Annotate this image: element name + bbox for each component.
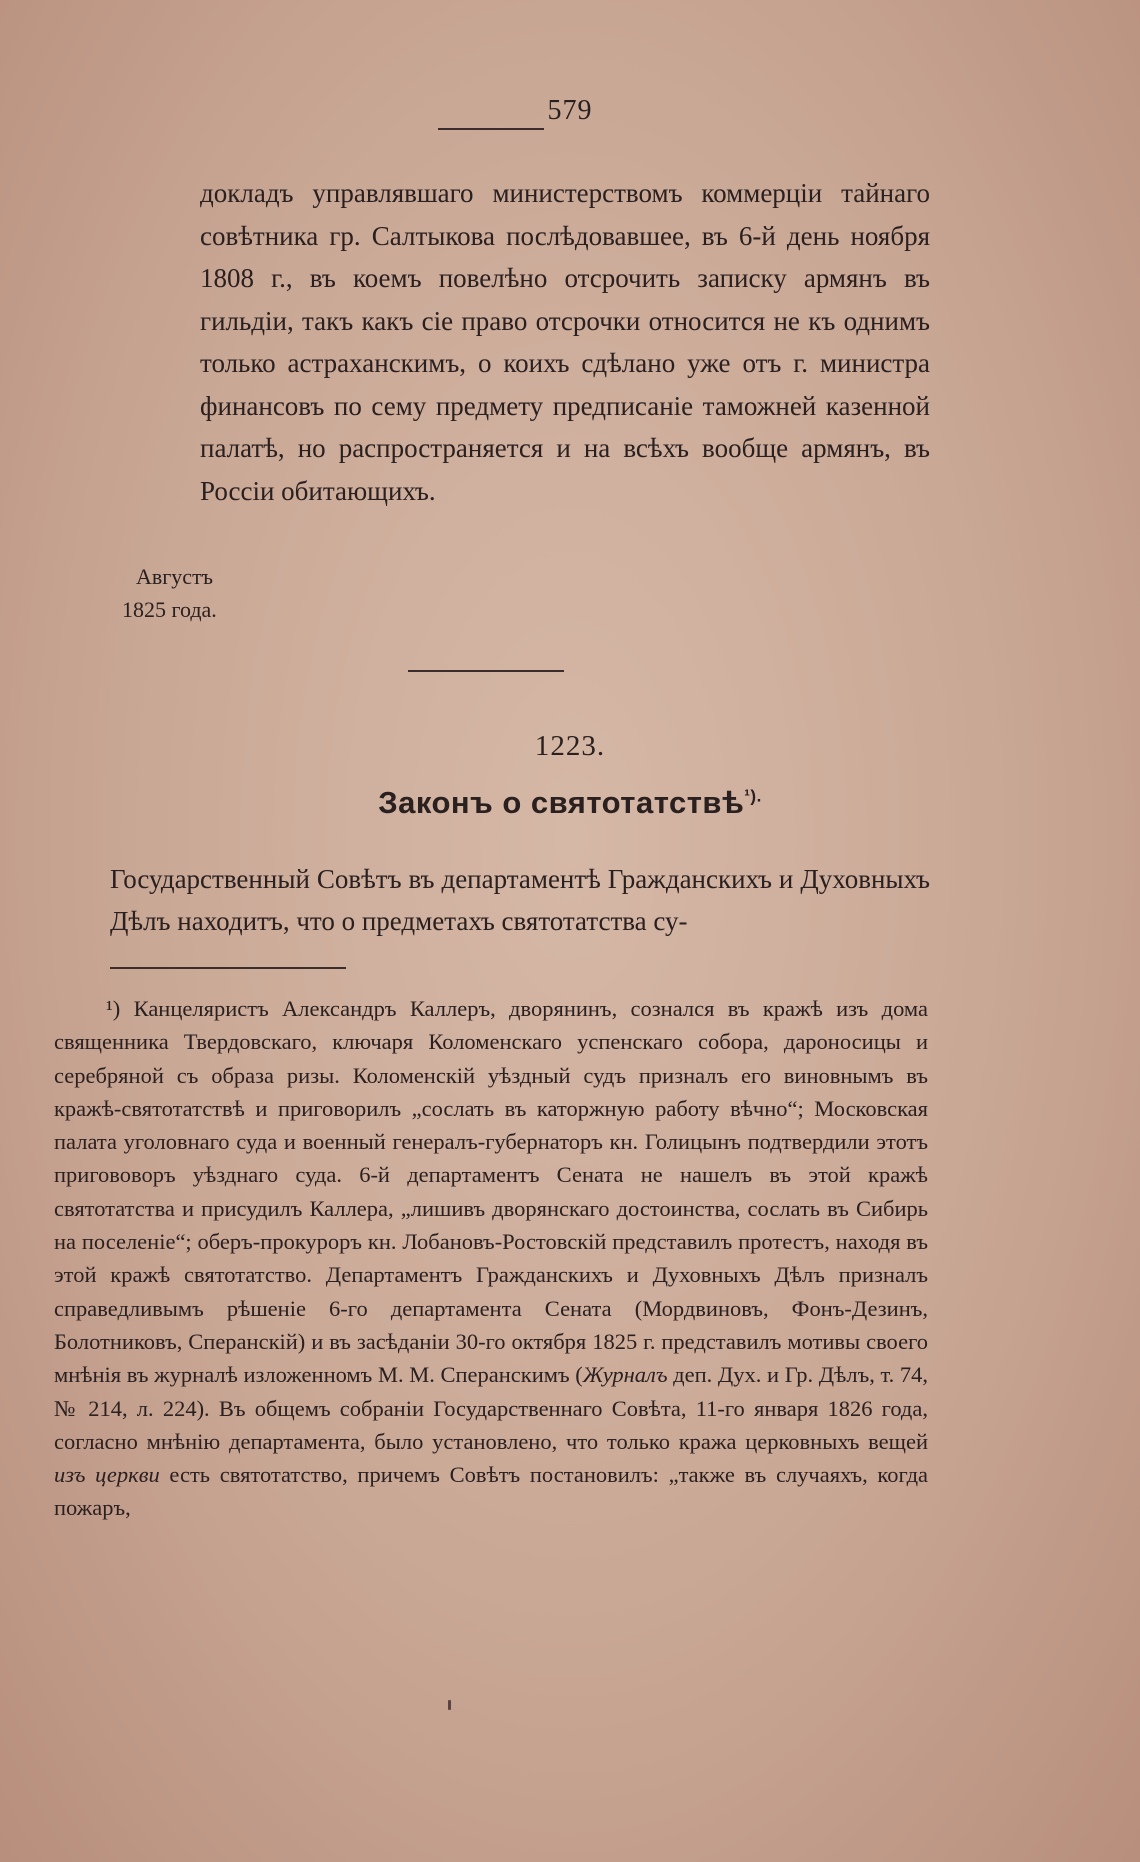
section-title-text: Законъ о святотатствѣ — [378, 785, 745, 820]
date-month: Августъ — [136, 564, 214, 589]
footnote-text-3: есть святотатство, причемъ Совѣтъ постановилъ: „также въ случаяхъ, когда пожаръ, — [54, 1462, 929, 1521]
page-number-rule — [438, 128, 544, 130]
date-block — [122, 560, 217, 626]
section-title — [0, 785, 1140, 821]
footnote-text-1: Канцеляристъ Александръ Каллеръ, дворянинъ, сознался въ кражѣ изъ дома священника Твердовскаго, ключаря Коломенскаго успенскаго собора, дароносицы и серебряной съ образа ризы. Коломенскій уѣздный судъ призналъ его виновнымъ въ кражѣ-святотатствѣ и приговорилъ „сослать въ каторжную работу вѣчно“; Московская палата уголовнаго суда и военный генералъ-губернаторъ кн. Голицынъ подтвердили этотъ пригововоръ уѣзднаго суда. 6-й департаментъ Сената не нашелъ въ этой кражѣ святотатства и присудилъ Каллера, „лишивъ дворянскаго достоинства, сослать въ Сибирь на поселеніе“; оберъ-прокуроръ кн. Лобановъ-Ростовскій представилъ протестъ, находя въ этой кражѣ святотатство. Департаментъ Гражданскихъ и Духовныхъ Дѣлъ призналъ справедливымъ рѣшеніе 6-го департамента Сената (Мордвиновъ, Фонъ-Дезинъ, Болотниковъ, Сперанскій) и въ засѣданіи 30-го октября 1825 г. представилъ мотивы своего мнѣнія въ журналѣ изложенномъ М. М. Сперанскимъ ( — [54, 996, 929, 1388]
date-year: 1825 года. — [122, 597, 217, 622]
footnote-text-2: деп. Дух. и Гр. Дѣлъ, т. 74, № 214, л. 224). Въ общемъ собраніи Государственнаго Совѣта, 11-го января 1826 года, согласно мнѣнію департамента, было установлено, что только кража церковныхъ вещей — [54, 1362, 928, 1454]
footnote-rule — [110, 967, 346, 969]
footnote-mark: ¹) — [106, 996, 121, 1021]
top-paragraph: докладъ управлявшаго министерствомъ коммерціи тайнаго совѣтника гр. Салтыкова послѣдовавшее, въ 6-й день ноября 1808 г., въ коемъ повелѣно отсрочить записку армянъ въ гильдіи, такъ какъ сіе право отсрочки относится не къ однимъ только астраханскимъ, о коихъ сдѣлано уже отъ г. министра финансовъ по сему предмету предписаніе таможней казенной палатѣ, но распространяется и на всѣхъ вообще армянъ, въ Россіи обитающихъ. — [200, 178, 930, 506]
title-footnote-mark: ¹). — [744, 786, 762, 806]
footnote-journal-italic: Журналъ — [582, 1362, 668, 1388]
section-number: 1223. — [534, 730, 606, 762]
section-rule — [408, 670, 564, 672]
footnote-church-italic: изъ церкви — [54, 1462, 160, 1488]
page-number: 579 — [547, 95, 593, 126]
margin-mark — [448, 1700, 451, 1710]
body-paragraph: Государственный Совѣтъ въ департаментѣ Гражданскихъ и Духовныхъ Дѣлъ находитъ, что о предметахъ святотатства су- — [110, 864, 930, 936]
footnote — [54, 992, 928, 1525]
